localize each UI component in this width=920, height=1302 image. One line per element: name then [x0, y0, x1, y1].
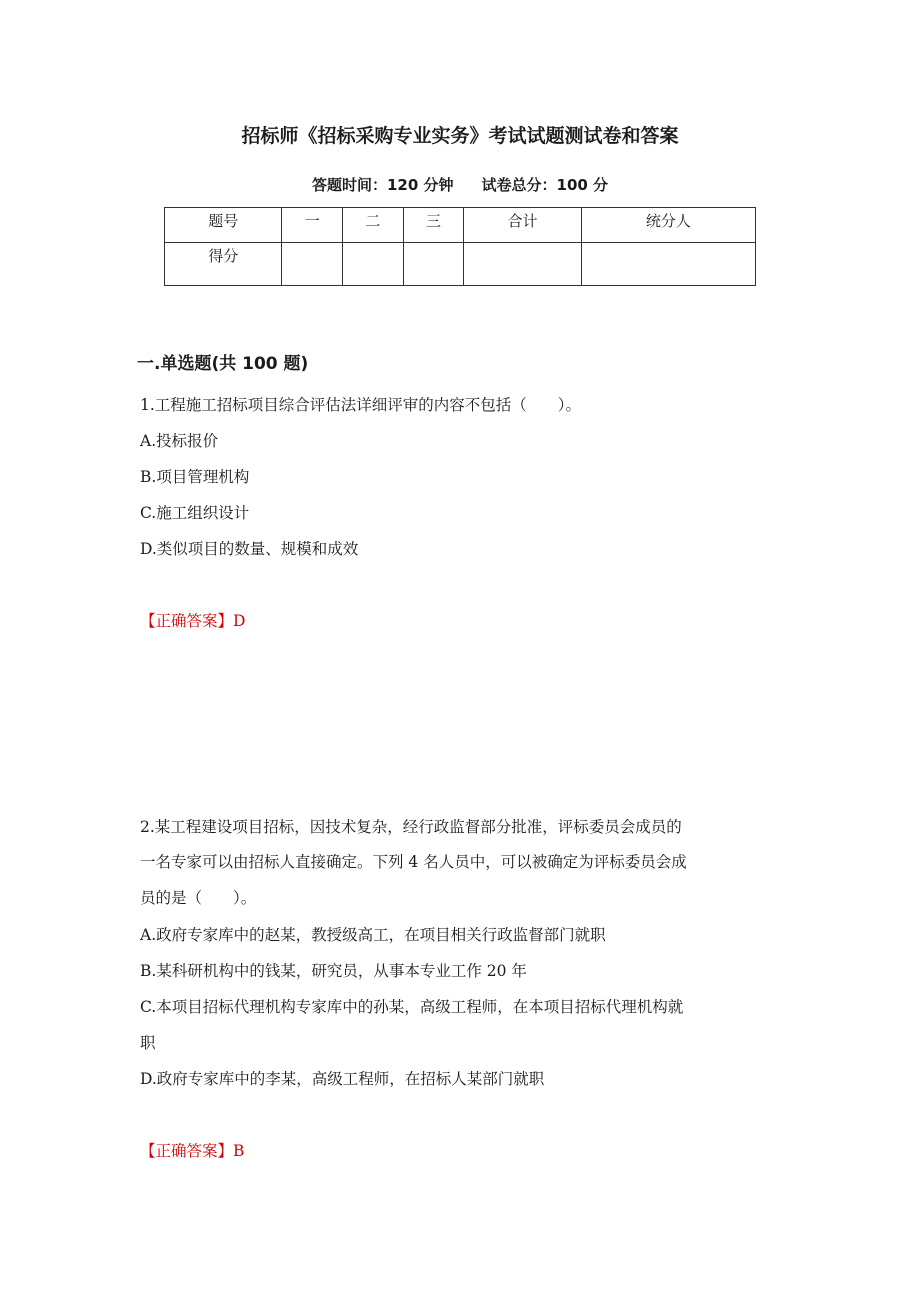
option-a: A.政府专家库中的赵某，教授级高工，在项目相关行政监督部门就职 — [140, 926, 606, 944]
document-title: 招标师《招标采购专业实务》考试试题测试卷和答案 — [241, 125, 679, 147]
section-title: 一.单选题(共 100 题) — [137, 354, 309, 374]
correct-answer: 【正确答案】D — [140, 612, 246, 630]
score-table-header-row — [165, 208, 756, 243]
option-d: D.类似项目的数量、规模和成效 — [140, 540, 359, 558]
question-stem: 1.工程施工招标项目综合评估法详细评审的内容不包括（ ）。 — [140, 396, 582, 414]
header-cell: 三 — [403, 208, 464, 243]
header-cell: 二 — [343, 208, 404, 243]
option-c-continued: 职 — [140, 1034, 156, 1052]
header-cell: 题号 — [165, 208, 282, 243]
score-table — [164, 207, 756, 286]
score-cell — [343, 243, 404, 286]
exam-meta — [0, 174, 920, 195]
score-cell — [282, 243, 343, 286]
correct-answer: 【正确答案】B — [140, 1142, 245, 1160]
exam-total-score: 试卷总分：100 分 — [481, 176, 609, 194]
header-cell: 合计 — [464, 208, 581, 243]
header-cell: 一 — [282, 208, 343, 243]
question-stem: 2.某工程建设项目招标，因技术复杂，经行政监督部分批准，评标委员会成员的 — [140, 818, 682, 836]
exam-time: 答题时间：120 分钟 — [311, 176, 454, 194]
question-stem: 员的是（ ）。 — [140, 889, 257, 907]
option-b: B.某科研机构中的钱某，研究员，从事本专业工作 20 年 — [140, 962, 527, 980]
option-d: D.政府专家库中的李某，高级工程师，在招标人某部门就职 — [140, 1070, 545, 1088]
score-cell — [403, 243, 464, 286]
row-label-cell: 得分 — [165, 243, 282, 286]
score-table-score-row — [165, 243, 756, 286]
score-cell — [581, 243, 755, 286]
option-a: A.投标报价 — [140, 432, 219, 450]
question-stem: 一名专家可以由招标人直接确定。下列 4 名人员中，可以被确定为评标委员会成 — [140, 853, 687, 871]
option-c: C.本项目招标代理机构专家库中的孙某，高级工程师，在本项目招标代理机构就 — [140, 998, 684, 1016]
score-cell — [464, 243, 581, 286]
header-cell: 统分人 — [581, 208, 755, 243]
option-b: B.项目管理机构 — [140, 468, 250, 486]
option-c: C.施工组织设计 — [140, 504, 250, 522]
